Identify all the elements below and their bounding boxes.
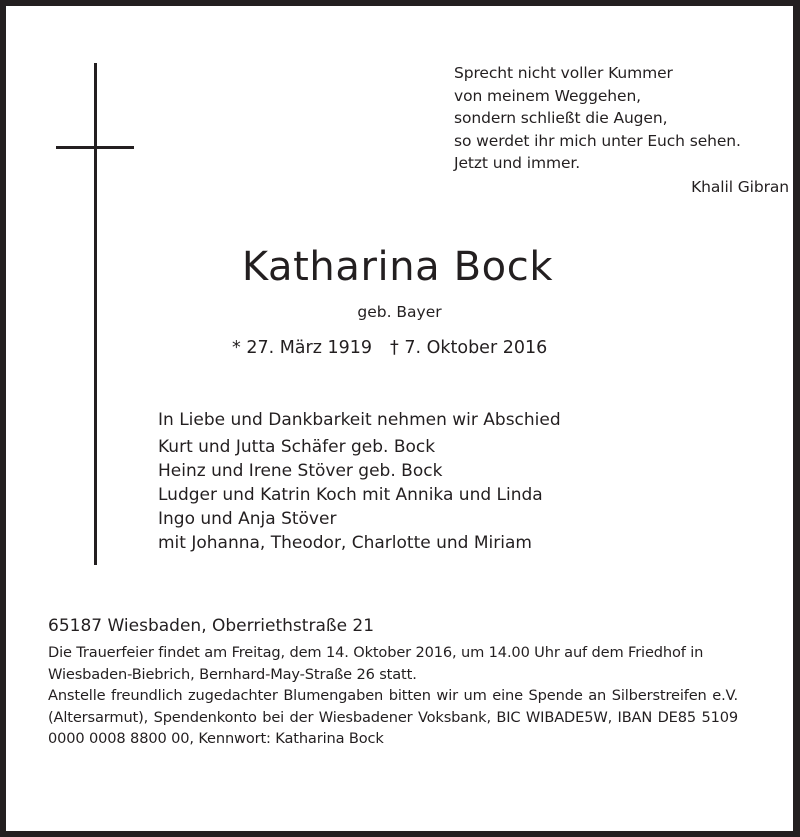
quote-line: Jetzt und immer. (454, 154, 581, 173)
quote-line: Sprecht nicht voller Kummer (454, 64, 673, 82)
birth-date: * 27. März 1919 (232, 338, 373, 358)
mourner-line: Kurt und Jutta Schäfer geb. Bock (158, 437, 436, 457)
obituary-card (6, 6, 793, 831)
mourner-line: mit Johanna, Theodor, Charlotte und Miriam (158, 533, 532, 553)
life-dates (232, 336, 547, 360)
cross-icon-horizontal (56, 146, 134, 149)
mourners-block (158, 408, 561, 555)
death-date: † 7. Oktober 2016 (390, 338, 548, 358)
funeral-info: Die Trauerfeier findet am Freitag, dem 14. Oktober 2016, um 14.00 Uhr auf dem Friedhof in Wiesbaden-Biebrich, Bernhard-May-Straße 26 statt. (48, 644, 704, 683)
quote-line: von meinem Weggehen, (454, 86, 642, 105)
mourner-line: Ingo und Anja Stöver (158, 509, 337, 529)
quote-author: Khalil Gibran (691, 177, 789, 196)
mourner-line: Heinz und Irene Stöver geb. Bock (158, 461, 443, 481)
mourner-line: Ludger und Katrin Koch mit Annika und Linda (158, 485, 543, 505)
quote-line: so werdet ihr mich unter Euch sehen. (454, 131, 741, 150)
deceased-name: Katharina Bock (241, 244, 554, 290)
donation-info: Anstelle freundlich zugedachter Blumengaben bitten wir um eine Spende an Silberstreifen e.V. (Altersarmut), Spendenkonto bei der Wiesbadener Voksbank, BIC WIBADE5W, IBAN DE85 5109 0000 0008 8800 00, Kennwort: Katharina Bock (48, 687, 738, 747)
funeral-details (48, 642, 738, 750)
birth-name: geb. Bayer (357, 303, 442, 321)
quote-block (454, 62, 789, 199)
mourners-intro: In Liebe und Dankbarkeit nehmen wir Abschied (158, 410, 561, 430)
quote-line: sondern schließt die Augen, (454, 109, 668, 128)
family-address: 65187 Wiesbaden, Oberriethstraße 21 (48, 616, 375, 636)
